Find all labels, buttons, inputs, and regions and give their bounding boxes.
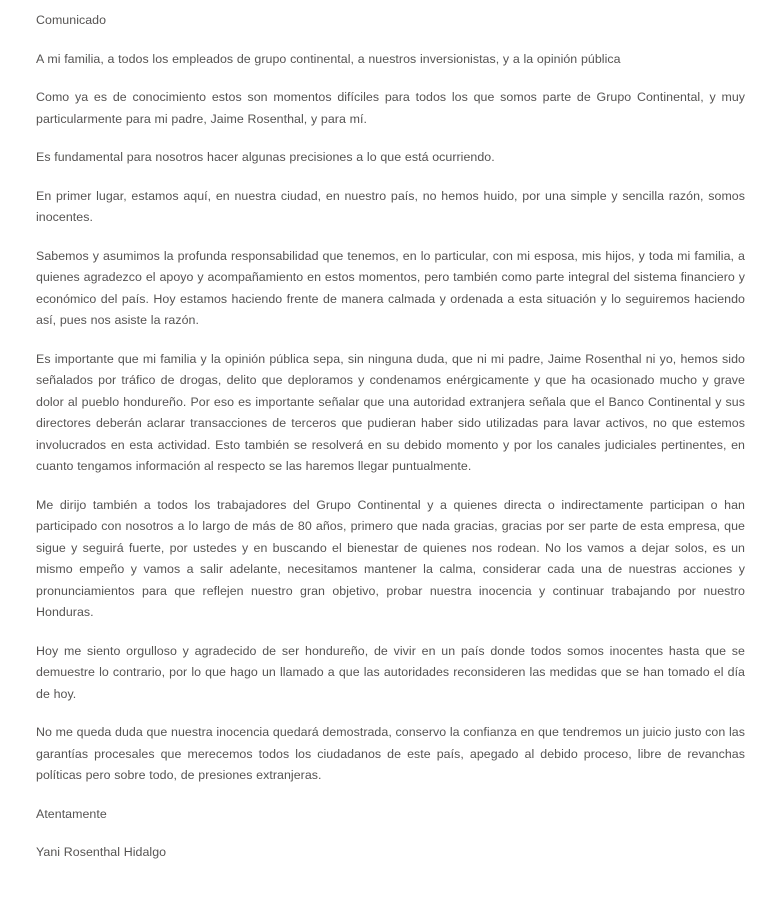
document-paragraph-2: Es fundamental para nosotros hacer algunas precisiones a lo que está ocurriendo. bbox=[36, 150, 495, 164]
document-paragraph-3: En primer lugar, estamos aquí, en nuestra ciudad, en nuestro país, no hemos huido, por una simple y sencilla razón, somos inocentes. bbox=[36, 188, 745, 224]
document-paragraph-5: Es importante que mi familia y la opinión pública sepa, sin ninguna duda, que ni mi padre, Jaime Rosenthal ni yo, hemos sido señalados por tráfico de drogas, delito que deploramos y condenamos enérgicamente y que ha ocasionado mucho y grave dolor al pueblo hondureño. Por eso es importante señalar que una autoridad extranjera señala que el Banco Continental y sus directores deberán aclarar transacciones de terceros que pudieran haber sido utilizadas para lavar activos, no que estemos involucrados en esta actividad. Esto también se resolverá en su debido momento y por los canales judiciales pertinentes, en cuanto tengamos información al respecto se las haremos llegar puntualmente. bbox=[36, 351, 745, 473]
document-paragraph-1: Como ya es de conocimiento estos son momentos difíciles para todos los que somos parte de Grupo Continental, y muy particularmente para mi padre, Jaime Rosenthal, y para mí. bbox=[36, 90, 745, 126]
document-signature: Yani Rosenthal Hidalgo bbox=[36, 845, 167, 859]
document-body bbox=[36, 10, 745, 864]
document-closing: Atentamente bbox=[36, 806, 107, 821]
document-paragraph-8: No me queda duda que nuestra inocencia quedará demostrada, conservo la confianza en que tendremos un juicio justo con las garantías procesales que merecemos todos los ciudadanos de este país, apegado al debido proceso, libre de revanchas políticas pero sobre todo, de presiones extranjeras. bbox=[36, 725, 745, 782]
document-paragraph-6: Me dirijo también a todos los trabajadores del Grupo Continental y a quienes directa o indirectamente participan o han participado con nosotros a lo largo de más de 80 años, primero que nada gracias, gracias por ser parte de esta empresa, que sigue y seguirá fuerte, por ustedes y en buscando el bienestar de quienes nos rodean. No los vamos a dejar solos, es un mismo empeño y vamos a salir adelante, necesitamos mantener la calma, considerar cada una de nuestras acciones y pronunciamientos para que reflejen nuestro gran objetivo, probar nuestra inocencia y continuar trabajando por nuestro Honduras. bbox=[36, 497, 745, 619]
document-heading: Comunicado bbox=[36, 13, 107, 27]
document-salutation: A mi familia, a todos los empleados de grupo continental, a nuestros inversionistas, y a la opinión pública bbox=[36, 51, 621, 66]
document-paragraph-4: Sabemos y asumimos la profunda responsabilidad que tenemos, en lo particular, con mi esposa, mis hijos, y toda mi familia, a quienes agradezco el apoyo y acompañamiento en estos momentos, pero también como parte integral del sistema financiero y económico del país. Hoy estamos haciendo frente de manera calmada y ordenada a esta situación y lo seguiremos haciendo así, pues nos asiste la razón. bbox=[36, 248, 745, 327]
document-paragraph-7: Hoy me siento orgulloso y agradecido de ser hondureño, de vivir en un país donde todos somos inocentes hasta que se demuestre lo contrario, por lo que hago un llamado a que las autoridades reconsideren las medidas que se han tomado el día de hoy. bbox=[36, 643, 745, 701]
